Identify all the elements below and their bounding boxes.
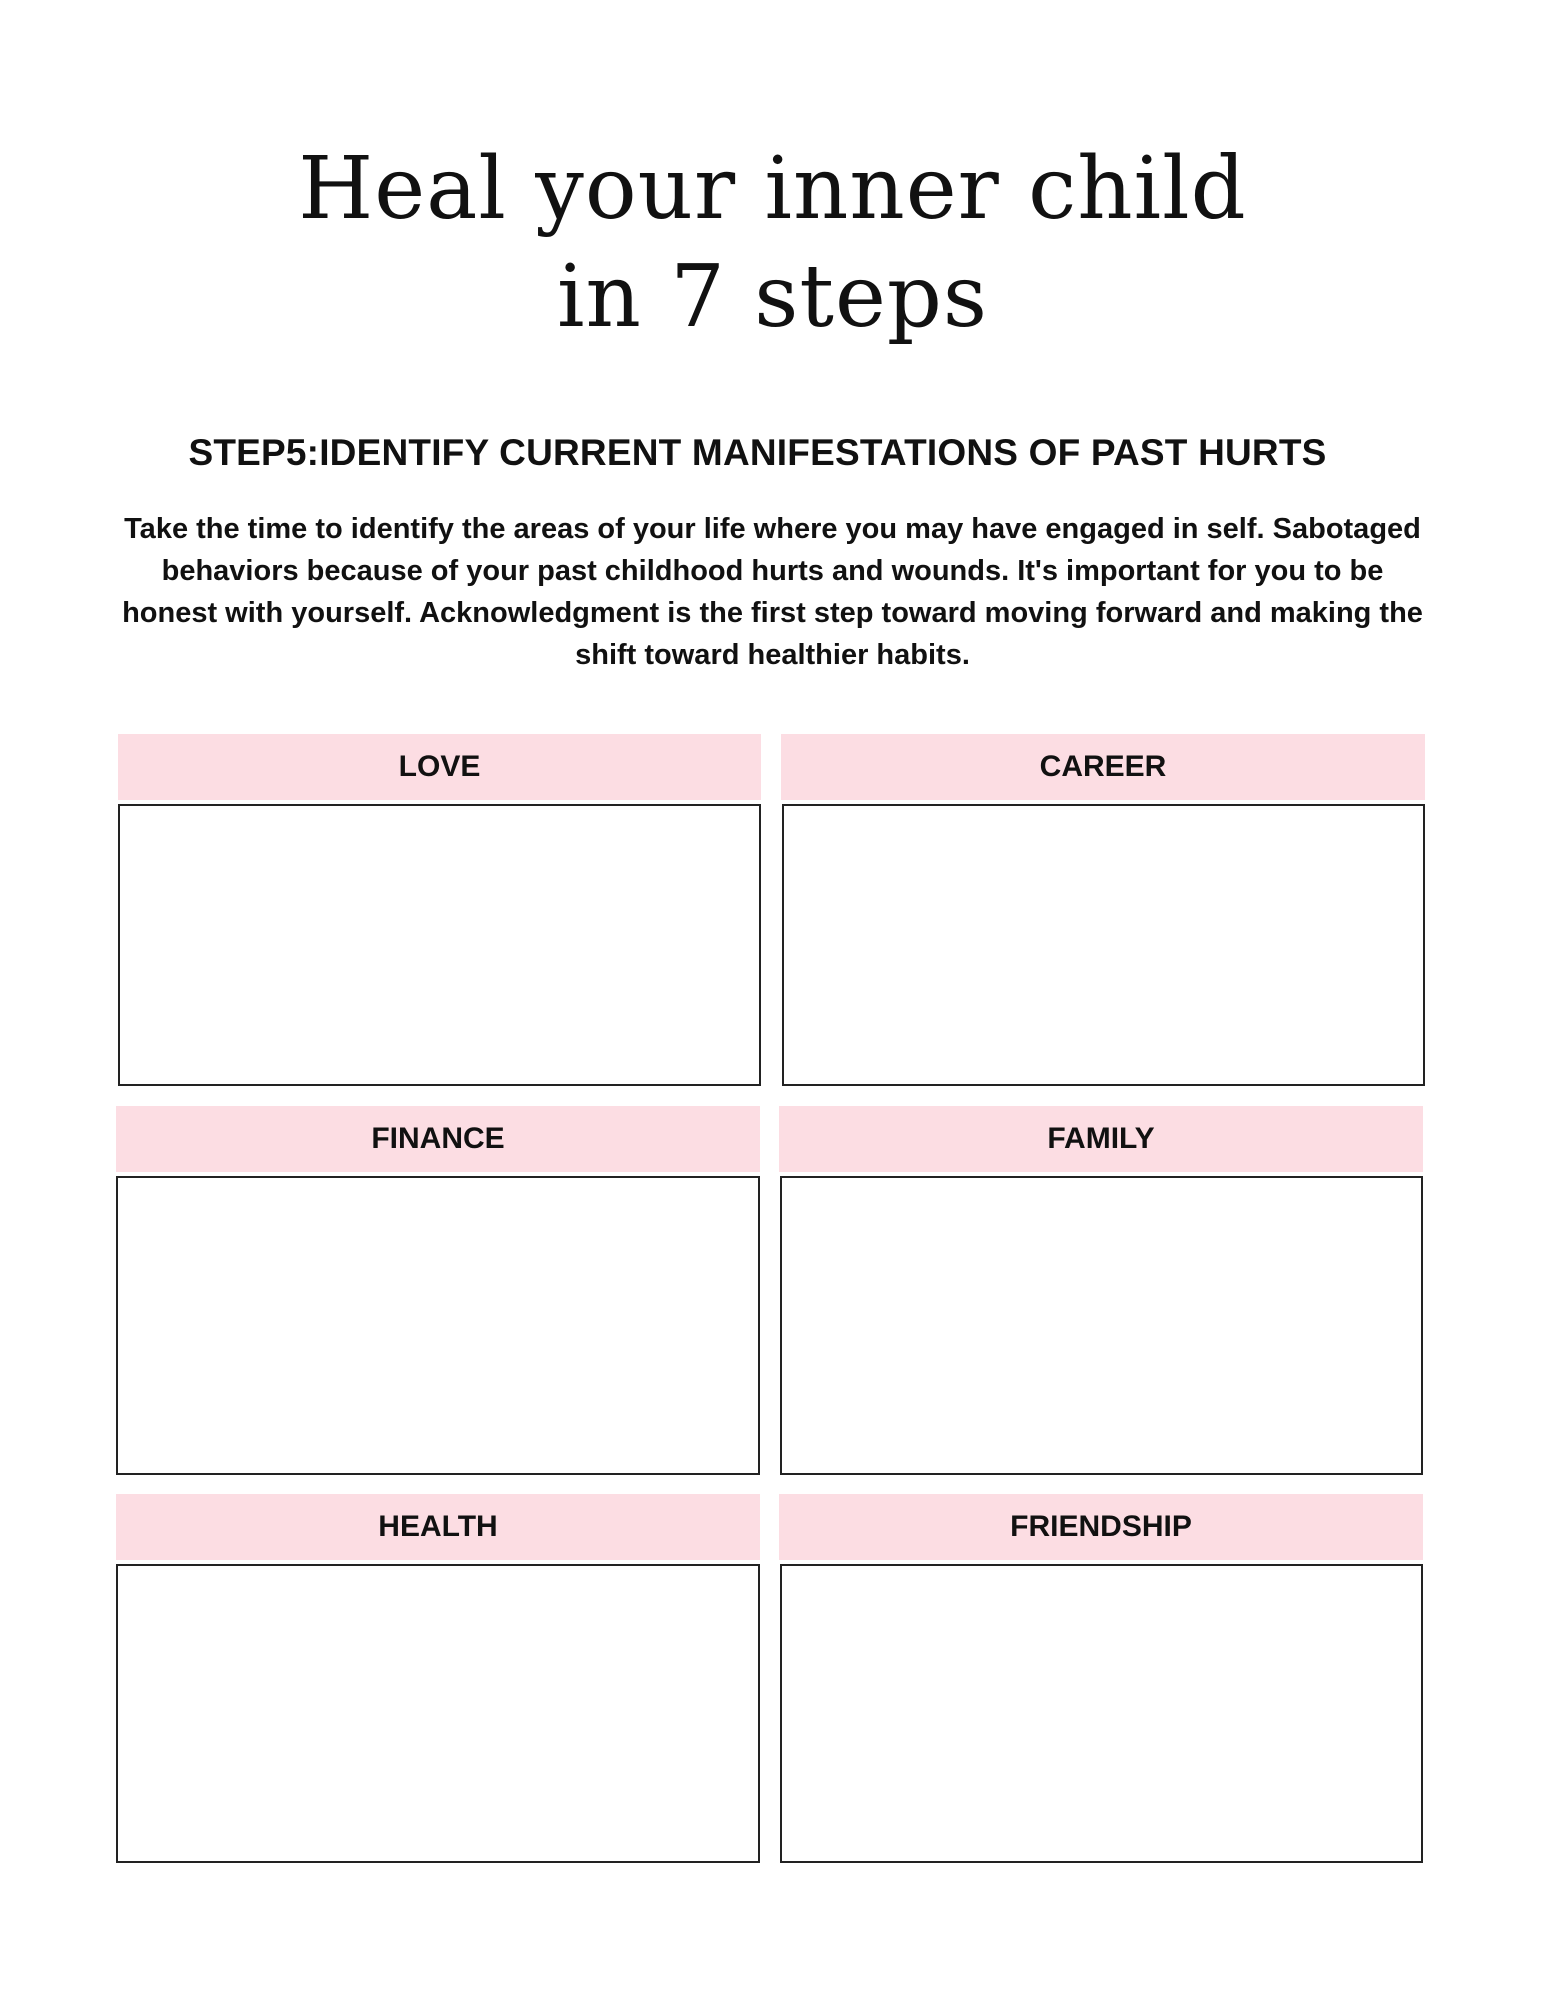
finance-writing-box[interactable] [116, 1176, 760, 1475]
section-header-love: LOVE [118, 734, 761, 800]
section-header-career: CAREER [781, 734, 1425, 800]
page-title [0, 135, 1545, 351]
friendship-writing-box[interactable] [780, 1564, 1423, 1863]
page-title-line-1: Heal your inner child [298, 139, 1247, 239]
career-writing-box[interactable] [782, 804, 1425, 1086]
page-title-line-2: in 7 steps [556, 247, 989, 347]
family-writing-box[interactable] [780, 1176, 1423, 1475]
health-writing-box[interactable] [116, 1564, 760, 1863]
section-header-finance: FINANCE [116, 1106, 760, 1172]
section-header-family: FAMILY [779, 1106, 1423, 1172]
step-heading: STEP5:IDENTIFY CURRENT MANIFESTATIONS OF PAST HURTS [188, 432, 1327, 473]
section-header-health: HEALTH [116, 1494, 760, 1560]
love-writing-box[interactable] [118, 804, 761, 1086]
section-header-friendship: FRIENDSHIP [779, 1494, 1423, 1560]
step-description: Take the time to identify the areas of your life where you may have engaged in self. Sabotaged behaviors because of your past childhood hurts and wounds. It's important for you to be honest with yourself. Acknowledgment is the first step toward moving forward and making the shift toward healthier habits. [122, 513, 1423, 671]
